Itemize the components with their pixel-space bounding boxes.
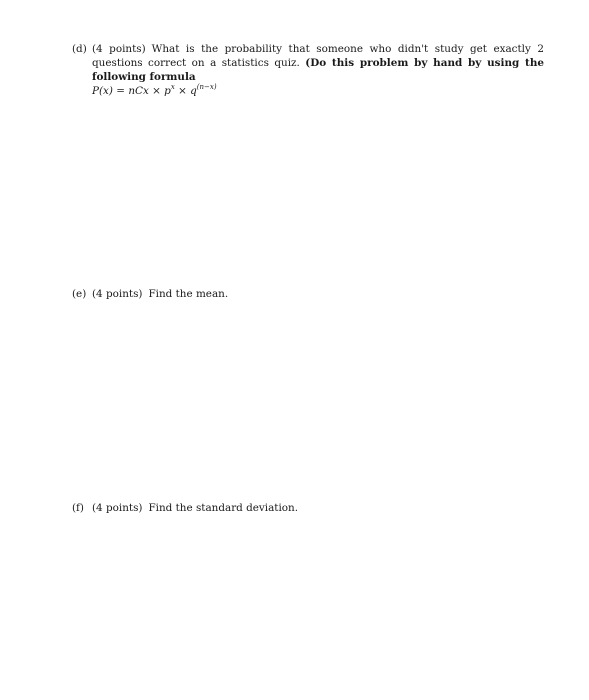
formula-p: p — [164, 85, 171, 97]
problem-text: Find the standard deviation. — [148, 502, 299, 514]
formula-ncx: nCx — [128, 85, 149, 97]
problem-e — [72, 287, 544, 301]
problem-points: (4 points) — [92, 43, 146, 55]
binomial-formula — [92, 82, 217, 97]
formula-times-2: × — [178, 85, 187, 97]
problem-points: (4 points) — [92, 502, 143, 514]
formula-equals: = — [116, 85, 125, 97]
problem-instruction: (Do this problem by hand by using the following formula — [92, 57, 545, 83]
formula-lhs: P(x) — [92, 85, 113, 97]
formula-times-1: × — [152, 85, 161, 97]
problem-points: (4 points) — [92, 288, 143, 300]
problem-body — [72, 501, 544, 515]
problem-label: (f) — [72, 502, 84, 514]
formula-p-exponent: x — [170, 82, 175, 91]
problem-label: (e) — [72, 288, 87, 300]
problem-body — [72, 42, 544, 98]
problem-text: What is the probability that someone who didn't study get exactly 2 questions correct on a statistics quiz. — [92, 43, 544, 69]
formula-q: q — [190, 85, 197, 97]
problem-label: (d) — [72, 43, 87, 55]
formula-q-exponent: (n−x) — [196, 82, 217, 91]
problem-d — [72, 42, 544, 98]
problem-body — [72, 287, 544, 301]
problem-text: Find the mean. — [148, 288, 229, 300]
problem-f — [72, 501, 544, 515]
